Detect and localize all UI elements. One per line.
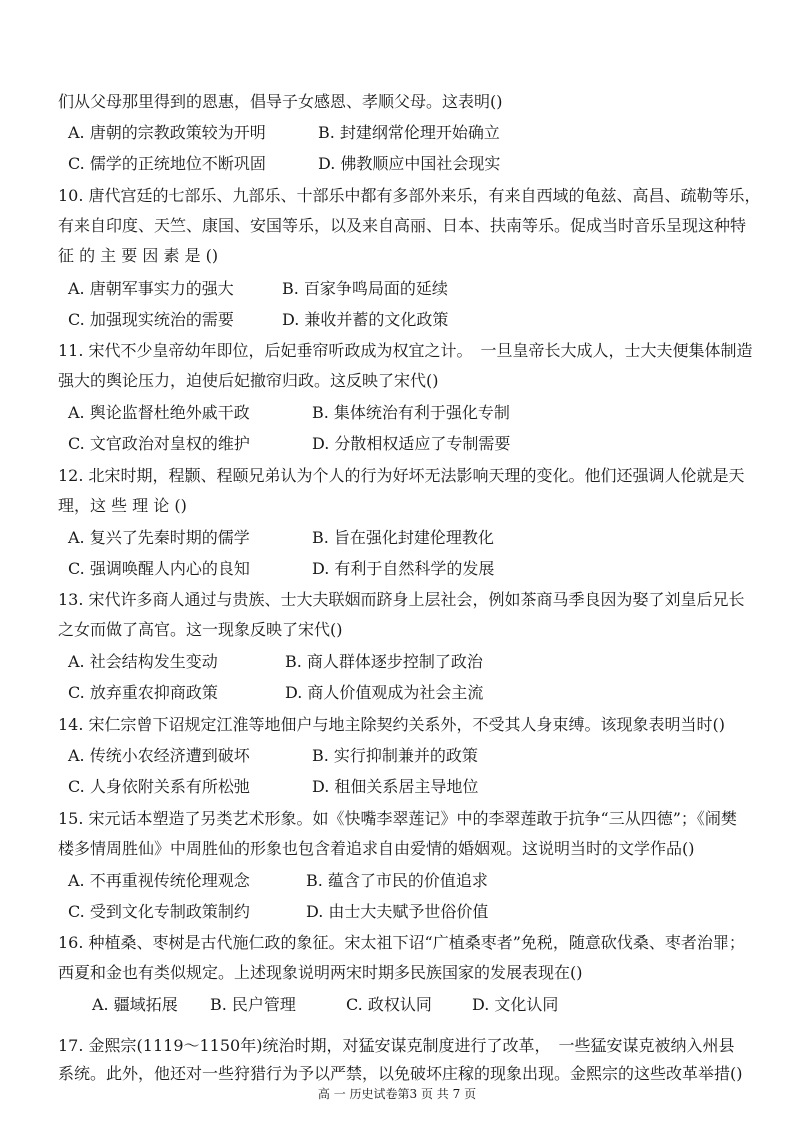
q11-stem-line-1: 11. 宋代不少皇帝幼年即位，后妃垂帘听政成为权宜之计。 一旦皇帝长大成人，士大夫便集体制造 — [58, 341, 753, 360]
q13-stem-line-1: 13. 宋代许多商人通过与贵族、士大夫联姻而跻身上层社会，例如茶商马季良因为娶了刘皇后兄长 — [58, 590, 745, 609]
q11-option-c: C. 文官政治对皇权的维护 — [68, 434, 250, 453]
q16-stem-line-2: 西夏和金也有类似规定。上述现象说明两宋时期多民族国家的发展表现在() — [58, 963, 583, 982]
q10-stem-line-3: 征 的 主 要 因 素 是 () — [58, 246, 219, 265]
q17-stem-line-2: 系统。此外，他还对一些狩猎行为予以严禁，以免破坏庄稼的现象出现。金熙宗的这些改革举措() — [58, 1064, 743, 1083]
q11-stem-line-2: 强大的舆论压力，迫使后妃撤帘归政。这反映了宋代() — [58, 371, 439, 390]
q15-option-a: A. 不再重视传统伦理观念 — [68, 871, 250, 890]
q11-option-b: B. 集体统治有利于强化专制 — [312, 403, 510, 422]
q17-stem-line-1: 17. 金熙宗(1119～1150年)统治时期，对猛安谋克制度进行了改革， 一些猛安谋克被纳入州县 — [58, 1036, 735, 1055]
q14-option-b: B. 实行抑制兼并的政策 — [312, 746, 478, 765]
q13-stem-line-2: 之女而做了高官。这一现象反映了宋代() — [58, 620, 343, 639]
q14-option-c: C. 人身依附关系有所松弛 — [68, 777, 250, 796]
page-footer: 高 一 历史试卷第3 页 共 7 页 — [317, 1087, 477, 1101]
q15-stem-line-2: 楼多情周胜仙》中周胜仙的形象也包含着追求自由爱情的婚姻观。这说明当时的文学作品() — [58, 839, 695, 858]
q11-option-a: A. 舆论监督杜绝外戚干政 — [68, 403, 250, 422]
q9-option-b: B. 封建纲常伦理开始确立 — [318, 123, 500, 142]
q14-stem: 14. 宋仁宗曾下诏规定江淮等地佃户与地主除契约关系外，不受其人身束缚。该现象表明当时() — [58, 715, 726, 734]
q12-stem-line-1: 12. 北宋时期，程颢、程颐兄弟认为个人的行为好坏无法影响天理的变化。他们还强调人伦就是天 — [58, 466, 745, 485]
q12-option-a: A. 复兴了先秦时期的儒学 — [68, 528, 250, 547]
q14-option-d: D. 租佃关系居主导地位 — [312, 777, 479, 796]
q13-option-d: D. 商人价值观成为社会主流 — [285, 683, 484, 702]
q16-option-b: B. 民户管理 — [210, 995, 296, 1014]
q15-option-d: D. 由士大夫赋予世俗价值 — [306, 902, 489, 921]
q15-option-b: B. 蕴含了市民的价值追求 — [306, 871, 488, 890]
q10-stem-line-1: 10. 唐代宫廷的七部乐、九部乐、十部乐中都有多部外来乐，有来自西域的龟兹、高昌、疏勒等乐， — [58, 186, 761, 205]
q13-option-c: C. 放弃重农抑商政策 — [68, 683, 218, 702]
q9-option-d: D. 佛教顺应中国社会现实 — [318, 154, 501, 173]
q10-option-d: D. 兼收并蓄的文化政策 — [282, 310, 449, 329]
q15-stem-line-1: 15. 宋元话本塑造了另类艺术形象。如《快嘴李翠莲记》中的李翠莲敢于抗争“三从四德”；《闹樊 — [58, 809, 737, 828]
q16-option-a: A. 疆域拓展 — [92, 995, 178, 1014]
q12-option-b: B. 旨在强化封建伦理教化 — [312, 528, 494, 547]
q10-option-a: A. 唐朝军事实力的强大 — [68, 279, 234, 298]
q12-option-c: C. 强调唤醒人内心的良知 — [68, 559, 250, 578]
q16-stem-line-1: 16. 种植桑、枣树是古代施仁政的象征。宋太祖下诏“广植桑枣者”免税，随意砍伐桑、枣者治罪； — [58, 933, 745, 952]
q9-option-c: C. 儒学的正统地位不断巩固 — [68, 154, 266, 173]
q12-stem-line-2: 理，这 些 理 论 () — [58, 496, 187, 515]
q12-option-d: D. 有利于自然科学的发展 — [312, 559, 495, 578]
q16-option-d: D. 文化认同 — [472, 995, 559, 1014]
q14-option-a: A. 传统小农经济遭到破坏 — [68, 746, 250, 765]
q10-option-c: C. 加强现实统治的需要 — [68, 310, 234, 329]
q13-option-b: B. 商人群体逐步控制了政治 — [285, 652, 483, 671]
q16-option-c: C. 政权认同 — [346, 995, 432, 1014]
q9-stem: 们从父母那里得到的恩惠，倡导子女感恩、孝顺父母。这表明() — [58, 92, 503, 111]
q13-option-a: A. 社会结构发生变动 — [68, 652, 218, 671]
q10-stem-line-2: 有来自印度、天竺、康国、安国等乐，以及来自高丽、日本、扶南等乐。促成当时音乐呈现这种特 — [58, 216, 747, 235]
q15-option-c: C. 受到文化专制政策制约 — [68, 902, 250, 921]
q10-option-b: B. 百家争鸣局面的延续 — [282, 279, 448, 298]
q9-option-a: A. 唐朝的宗教政策较为开明 — [68, 123, 266, 142]
q11-option-d: D. 分散相权适应了专制需要 — [312, 434, 511, 453]
